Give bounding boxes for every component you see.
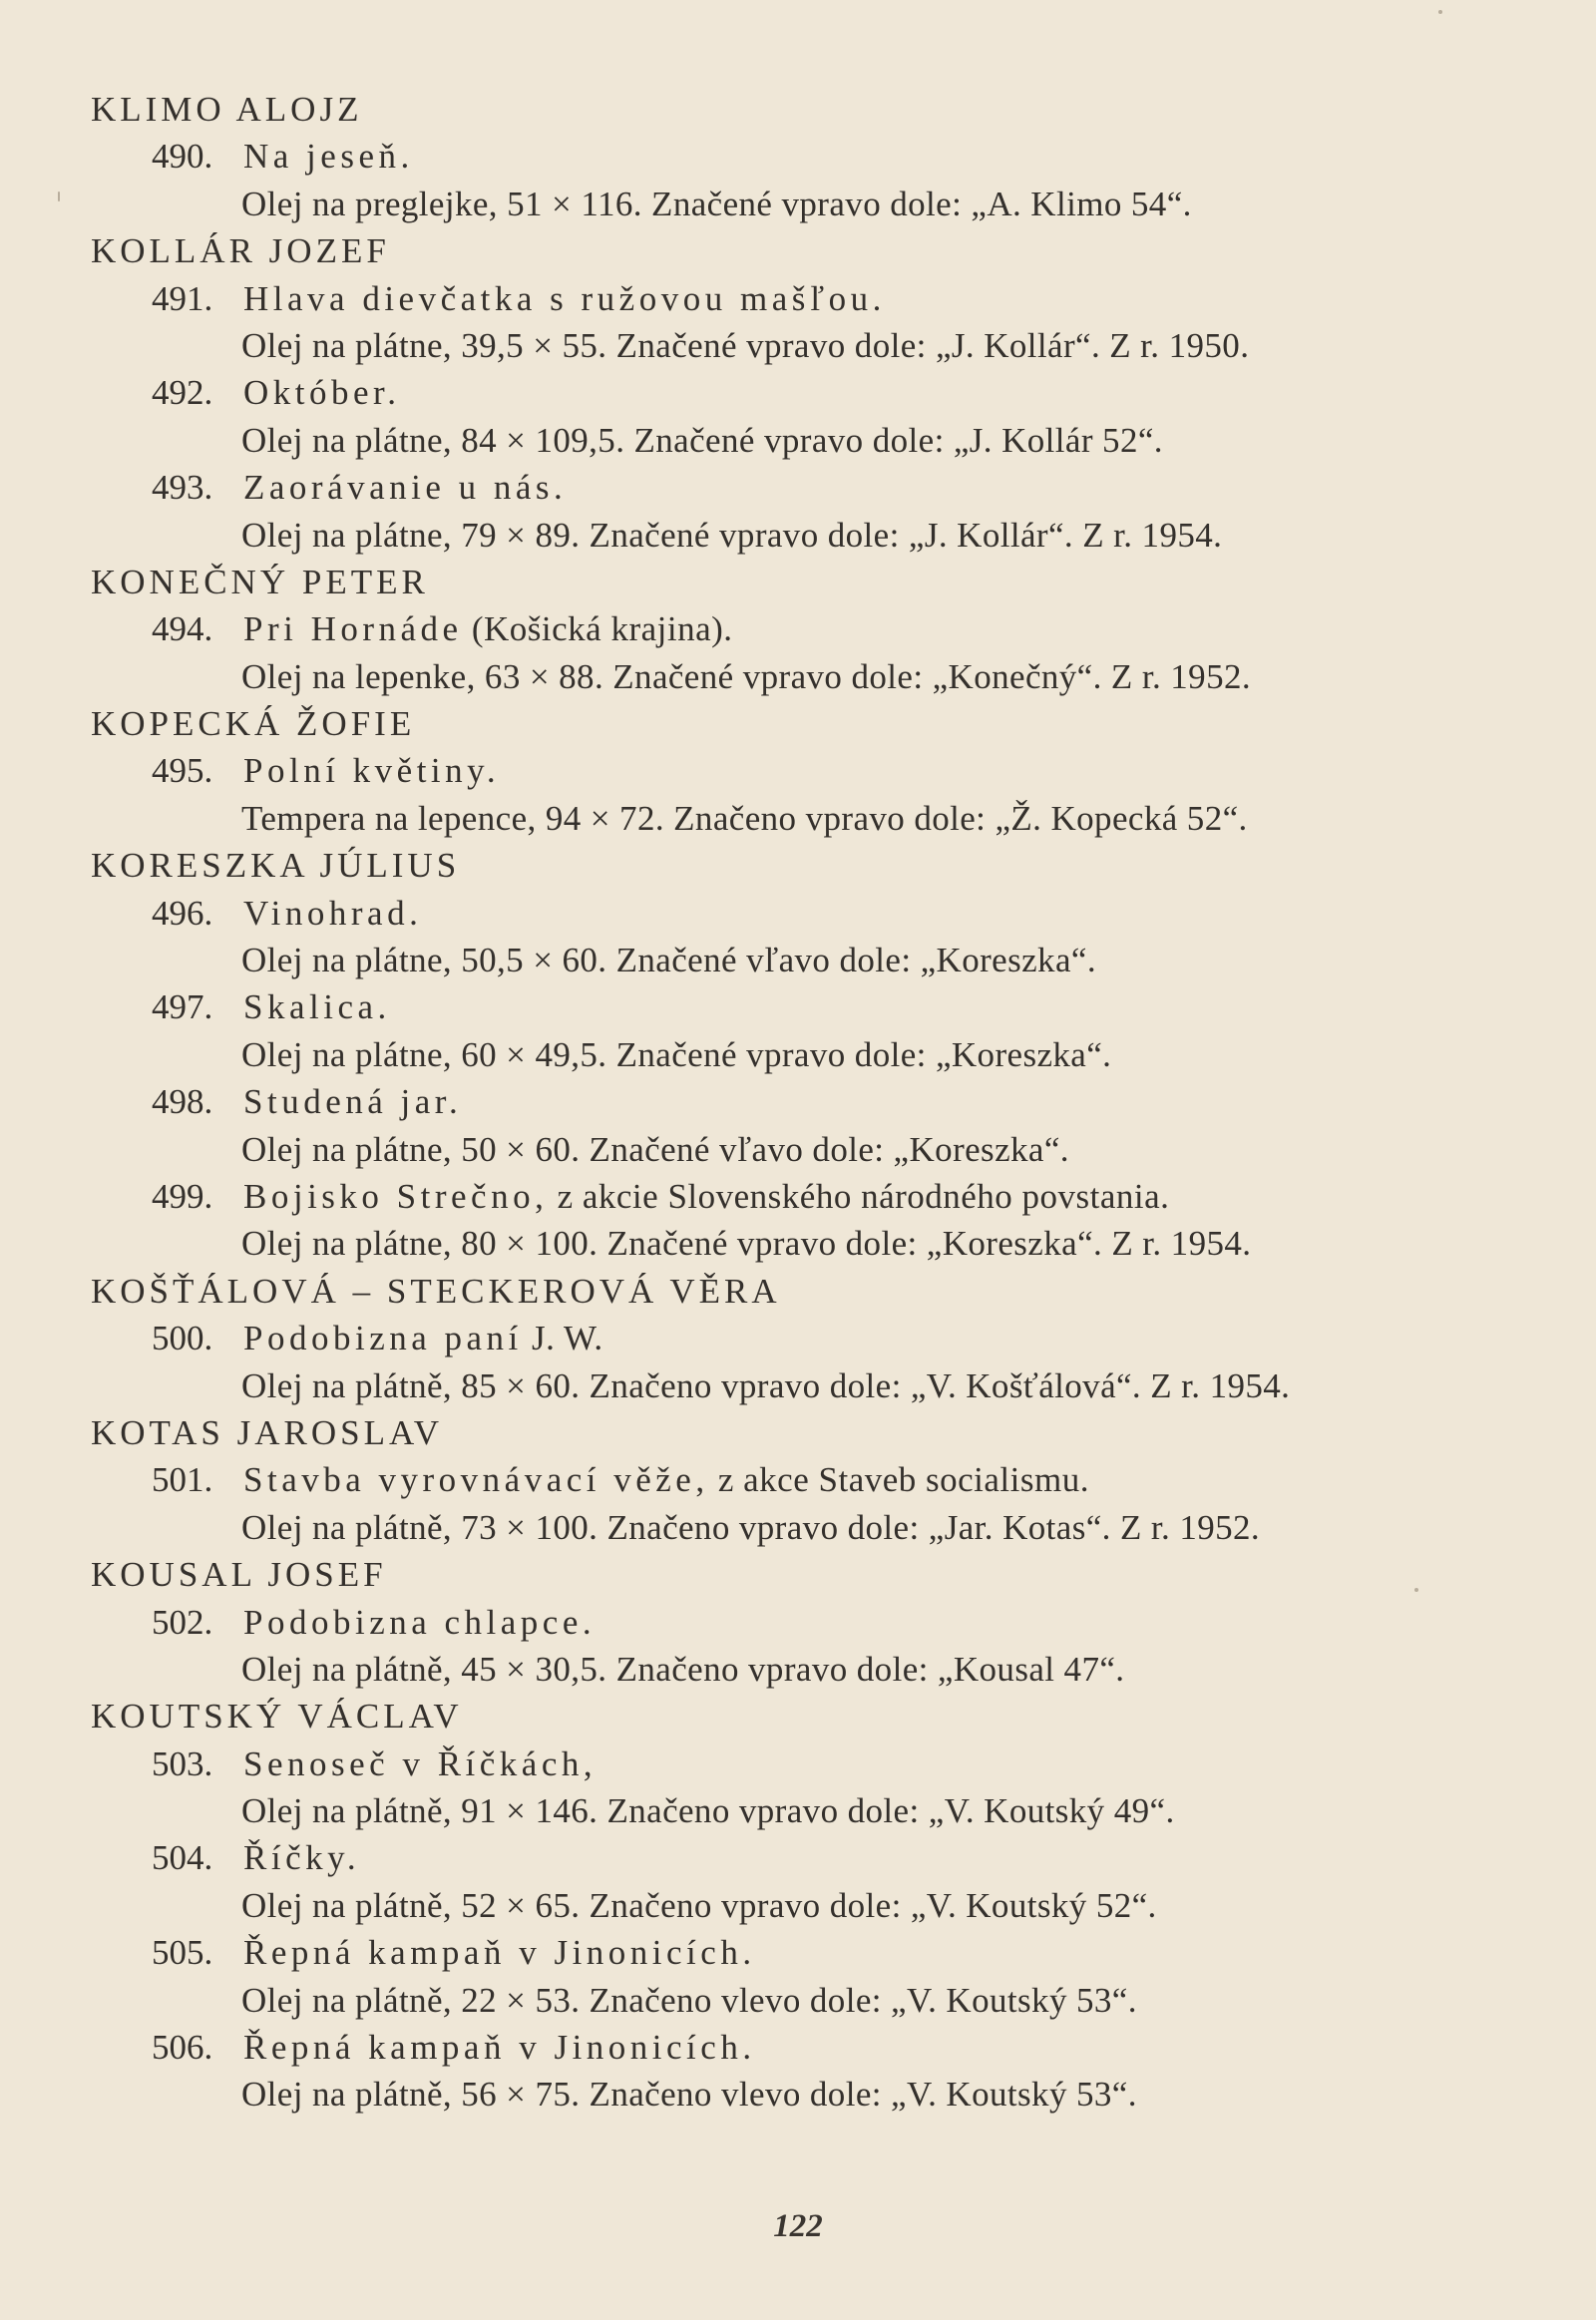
artwork-entry <box>91 890 1537 937</box>
artwork-title: Polní květiny. <box>243 751 501 791</box>
artwork-details: Olej na plátně, 45 × 30,5. Značeno vpravo dole: „Kousal 47“. <box>241 1649 1125 1689</box>
artwork-details: Olej na plátne, 39,5 × 55. Značené vpravo dole: „J. Kollár“. Z r. 1950. <box>241 325 1250 365</box>
artwork-entry <box>91 2024 1537 2071</box>
entry-number: 492. <box>152 373 213 413</box>
artwork-details: Olej na plátně, 56 × 75. Značeno vlevo dole: „V. Koutský 53“. <box>241 2075 1137 2115</box>
artwork-entry <box>91 369 1537 416</box>
artwork-details: Olej na lepenke, 63 × 88. Značené vpravo dole: „Konečný“. Z r. 1952. <box>241 656 1252 696</box>
entry-number: 504. <box>152 1838 213 1878</box>
paper-speck <box>1414 1588 1418 1592</box>
artist-name: KOPECKÁ ŽOFIE <box>91 704 416 744</box>
entry-number: 499. <box>152 1176 213 1216</box>
artwork-title-note: J. W. <box>522 1319 603 1358</box>
artwork-entry <box>91 1315 1537 1361</box>
artwork-details: Olej na plátně, 73 × 100. Značeno vpravo dole: „Jar. Kotas“. Z r. 1952. <box>241 1507 1261 1547</box>
artwork-entry <box>91 1599 1537 1646</box>
entry-number: 491. <box>152 278 213 318</box>
artist-name: KONEČNÝ PETER <box>91 562 429 601</box>
entry-number: 495. <box>152 751 213 791</box>
entry-number: 503. <box>152 1743 213 1783</box>
artwork-title: Vinohrad. <box>243 893 423 933</box>
entry-number: 494. <box>152 609 213 649</box>
artwork-details: Olej na plátne, 84 × 109,5. Značené vpravo dole: „J. Kollár 52“. <box>241 420 1163 460</box>
entry-number: 500. <box>152 1319 213 1358</box>
entry-number: 493. <box>152 468 213 508</box>
artwork-title-note: z akcie Slovenského národného povstania. <box>548 1176 1170 1216</box>
artwork-title: Na jeseň. <box>243 137 414 177</box>
artwork-title: Skalica. <box>243 987 391 1027</box>
artwork-title: Pri Hornáde <box>243 609 463 649</box>
artist-name: KOTAS JAROSLAV <box>91 1412 444 1452</box>
entry-number: 490. <box>152 137 213 177</box>
artwork-entry <box>91 1078 1537 1125</box>
page-number: 122 <box>773 2208 823 2244</box>
artist-name: KLIMO ALOJZ <box>91 90 363 129</box>
artwork-entry <box>91 1173 1537 1220</box>
artwork-details: Olej na plátně, 52 × 65. Značeno vpravo dole: „V. Koutský 52“. <box>241 1885 1157 1925</box>
artwork-details: Olej na plátne, 80 × 100. Značené vpravo dole: „Koreszka“. Z r. 1954. <box>241 1224 1252 1264</box>
artist-name: KORESZKA JÚLIUS <box>91 846 461 886</box>
artwork-title: Bojisko Strečno, <box>243 1176 549 1216</box>
artwork-title: Hlava dievčatka s ružovou mašľou. <box>243 278 886 318</box>
artwork-entry <box>91 1740 1537 1787</box>
artwork-title: Podobizna paní <box>243 1319 523 1358</box>
artwork-title: Řepná kampaň v Jinonicích. <box>243 1933 756 1973</box>
artwork-entry <box>91 133 1537 180</box>
artwork-details: Olej na plátne, 50 × 60. Značené vľavo dole: „Koreszka“. <box>241 1129 1069 1169</box>
entry-number: 505. <box>152 1933 213 1973</box>
artist-name: KOŠŤÁLOVÁ – STECKEROVÁ VĚRA <box>91 1271 781 1311</box>
artist-name: KOUSAL JOSEF <box>91 1555 387 1595</box>
artwork-details: Olej na plátně, 91 × 146. Značeno vpravo dole: „V. Koutský 49“. <box>241 1791 1175 1831</box>
entry-number: 502. <box>152 1602 213 1642</box>
artwork-entry <box>91 1834 1537 1881</box>
artist-name: KOLLÁR JOZEF <box>91 231 390 271</box>
artwork-details: Olej na plátne, 50,5 × 60. Značené vľavo dole: „Koreszka“. <box>241 941 1096 980</box>
artwork-entry <box>91 1456 1537 1503</box>
entry-number: 496. <box>152 893 213 933</box>
artwork-entry <box>91 983 1537 1030</box>
artwork-details: Olej na plátně, 22 × 53. Značeno vlevo dole: „V. Koutský 53“. <box>241 1980 1137 2020</box>
paper-speck <box>1438 10 1442 14</box>
artwork-details: Tempera na lepence, 94 × 72. Značeno vpravo dole: „Ž. Kopecká 52“. <box>241 798 1248 838</box>
artwork-title-note: (Košická krajina). <box>462 609 733 649</box>
artwork-entry <box>91 464 1537 511</box>
artwork-title: Řepná kampaň v Jinonicích. <box>243 2028 756 2068</box>
artwork-title: Studená jar. <box>243 1082 463 1122</box>
artwork-title: Říčky. <box>243 1838 361 1878</box>
artwork-title: Senoseč v Říčkách, <box>243 1743 598 1783</box>
artist-name: KOUTSKÝ VÁCLAV <box>91 1697 463 1737</box>
artwork-entry <box>91 605 1537 652</box>
paper-speck <box>58 192 60 201</box>
artwork-title: Zaorávanie u nás. <box>243 468 568 508</box>
entry-number: 506. <box>152 2028 213 2068</box>
artwork-entry <box>91 275 1537 322</box>
catalog-list <box>91 86 1537 2119</box>
artwork-details: Olej na plátne, 60 × 49,5. Značené vpravo dole: „Koreszka“. <box>241 1034 1112 1074</box>
entry-number: 497. <box>152 987 213 1027</box>
artwork-entry <box>91 1929 1537 1976</box>
entry-number: 501. <box>152 1460 213 1500</box>
artwork-title: Stavba vyrovnávací věže, <box>243 1460 709 1500</box>
entry-number: 498. <box>152 1082 213 1122</box>
artwork-details: Olej na plátně, 85 × 60. Značeno vpravo dole: „V. Košťálová“. Z r. 1954. <box>241 1365 1291 1405</box>
artwork-entry <box>91 747 1537 794</box>
artwork-title: Podobizna chlapce. <box>243 1602 597 1642</box>
artwork-details: Olej na plátne, 79 × 89. Značené vpravo dole: „J. Kollár“. Z r. 1954. <box>241 515 1223 555</box>
artwork-title: Október. <box>243 373 401 413</box>
artwork-details: Olej na preglejke, 51 × 116. Značené vpravo dole: „A. Klimo 54“. <box>241 184 1192 223</box>
artwork-title-note: z akce Staveb socialismu. <box>708 1460 1089 1500</box>
